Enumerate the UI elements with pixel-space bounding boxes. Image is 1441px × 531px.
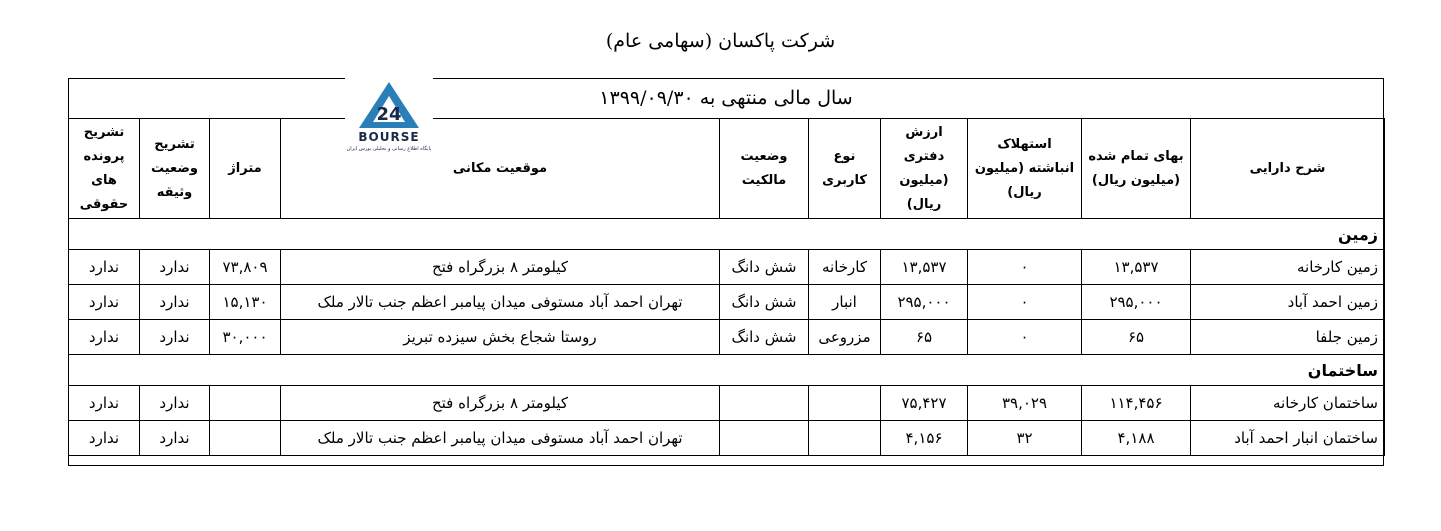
cell-book-value: ۷۵,۴۲۷ [881,386,968,421]
section-row-buildings [69,355,1385,386]
cell-document-status: ندارد [140,386,210,421]
table-row [69,285,1385,320]
period-title: سال مالی منتهی به ۱۳۹۹/۰۹/۳۰ [599,87,853,109]
cell-description: ساختمان انبار احمد آباد [1191,421,1385,456]
logo-brand: BOURSE [358,130,420,144]
cell-description: زمین احمد آباد [1191,285,1385,320]
header-cost: بهای تمام شده (میلیون ریال) [1082,119,1191,219]
cell-description: زمین جلفا [1191,320,1385,355]
cell-location: کیلومتر ۸ بزرگراه فتح [281,386,720,421]
cell-cost: ۱۱۴,۴۵۶ [1082,386,1191,421]
cell-document-status: ندارد [140,285,210,320]
table-row [69,386,1385,421]
section-row-land [69,219,1385,250]
cell-book-value: ۲۹۵,۰۰۰ [881,285,968,320]
cell-document-status: ندارد [140,421,210,456]
svg-text:24: 24 [376,104,402,125]
header-ownership: وضعیت مالکیت [720,119,809,219]
company-name: شرکت پاکسان (سهامی عام) [605,30,836,52]
cell-ownership: شش دانگ [720,285,809,320]
cell-usage: مزروعی [809,320,881,355]
table-row [69,250,1385,285]
cell-cost: ۲۹۵,۰۰۰ [1082,285,1191,320]
cell-book-value: ۶۵ [881,320,968,355]
cell-book-value: ۴,۱۵۶ [881,421,968,456]
header-usage: نوع کاربری [809,119,881,219]
cell-depreciation: ۰ [968,285,1082,320]
cell-location: تهران احمد آباد مستوفی میدان پیامبر اعظم جنب تالار ملک [281,285,720,320]
cell-area: ۳۰,۰۰۰ [210,320,281,355]
cell-legal-cases: ندارد [69,285,140,320]
header-row [69,119,1385,219]
bourse-logo-icon [345,76,433,132]
table-row [69,320,1385,355]
cell-cost: ۶۵ [1082,320,1191,355]
section-title: ساختمان [69,355,1385,386]
header-description: شرح دارایی [1191,119,1385,219]
header-area: متراژ [210,119,281,219]
cell-ownership [720,421,809,456]
header-book-value: ارزش دفتری (میلیون ریال) [881,119,968,219]
cell-usage [809,386,881,421]
cell-usage: انبار [809,285,881,320]
cell-location: کیلومتر ۸ بزرگراه فتح [281,250,720,285]
header-location: موقعیت مکانی [281,119,720,219]
cell-ownership [720,386,809,421]
bourse-logo [345,76,433,158]
header-legal-cases: تشریح پرونده های حقوقی [69,119,140,219]
cell-depreciation: ۰ [968,250,1082,285]
cell-ownership: شش دانگ [720,250,809,285]
cell-legal-cases: ندارد [69,421,140,456]
cell-area: ۱۵,۱۳۰ [210,285,281,320]
cell-ownership: شش دانگ [720,320,809,355]
section-title: زمین [69,219,1385,250]
cell-legal-cases: ندارد [69,250,140,285]
cell-depreciation: ۳۹,۰۲۹ [968,386,1082,421]
logo-tagline: پایگاه اطلاع رسانی و تحلیلی بورس ایران [346,146,432,152]
cell-legal-cases: ندارد [69,386,140,421]
cell-location: تهران احمد آباد مستوفی میدان پیامبر اعظم جنب تالار ملک [281,421,720,456]
cell-description: زمین کارخانه [1191,250,1385,285]
cell-area: ۷۳,۸۰۹ [210,250,281,285]
asset-table [68,118,1385,456]
cell-area [210,386,281,421]
cell-document-status: ندارد [140,250,210,285]
header-document-status: تشریح وضعیت وثیقه [140,119,210,219]
cell-cost: ۴,۱۸۸ [1082,421,1191,456]
cell-book-value: ۱۳,۵۳۷ [881,250,968,285]
cell-location: روستا شجاع بخش سیزده تبریز [281,320,720,355]
header-depreciation: استهلاک انباشته (میلیون ریال) [968,119,1082,219]
table-row [69,421,1385,456]
cell-depreciation: ۳۲ [968,421,1082,456]
cell-description: ساختمان کارخانه [1191,386,1385,421]
cell-area [210,421,281,456]
cell-usage: کارخانه [809,250,881,285]
cell-document-status: ندارد [140,320,210,355]
cell-usage [809,421,881,456]
cell-cost: ۱۳,۵۳۷ [1082,250,1191,285]
cell-depreciation: ۰ [968,320,1082,355]
cell-legal-cases: ندارد [69,320,140,355]
